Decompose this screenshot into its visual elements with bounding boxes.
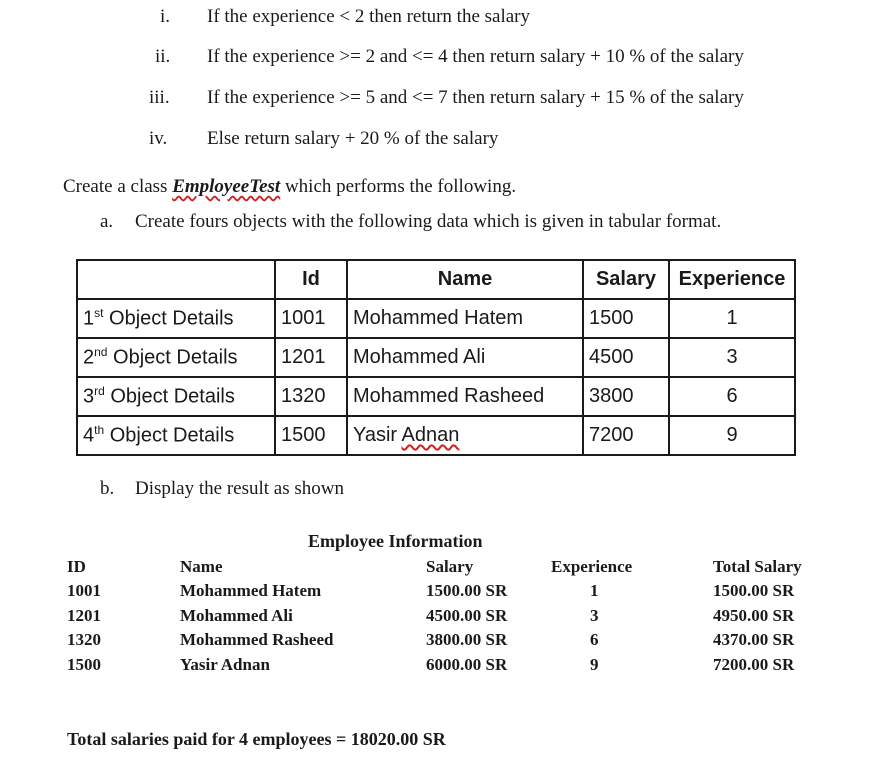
cell-salary: 7200 <box>583 416 669 455</box>
output-total-line: Total salaries paid for 4 employees = 18020.00 SR <box>67 729 446 749</box>
step-b-letter: b. <box>100 478 115 499</box>
output-header-name: Name <box>180 557 223 576</box>
output-name: Mohammed Rasheed <box>180 630 334 649</box>
output-id: 1001 <box>67 581 101 600</box>
row-label: 1st Object Details <box>77 299 275 338</box>
cell-id: 1201 <box>275 338 347 377</box>
cell-name: Mohammed Hatem <box>347 299 583 338</box>
cell-id: 1320 <box>275 377 347 416</box>
class-intro-before: Create a class <box>63 176 173 197</box>
cell-experience: 6 <box>669 377 795 416</box>
output-name: Mohammed Hatem <box>180 581 322 600</box>
output-title: Employee Information <box>308 531 483 551</box>
output-header-salary: Salary <box>426 557 474 576</box>
output-id: 1320 <box>67 630 101 649</box>
output-id: 1500 <box>67 655 101 674</box>
rule-number: iii. <box>149 87 170 108</box>
output-header-id: ID <box>67 557 86 576</box>
output-salary: 1500.00 SR <box>426 581 508 600</box>
rule-number: iv. <box>149 128 168 149</box>
output-total: 4370.00 SR <box>713 630 795 649</box>
step-b-text: Display the result as shown <box>135 478 344 499</box>
output-total: 1500.00 SR <box>713 581 795 600</box>
cell-salary: 4500 <box>583 338 669 377</box>
output-name: Mohammed Ali <box>180 606 293 625</box>
table-row <box>77 299 795 338</box>
output-name: Yasir Adnan <box>180 655 270 674</box>
table-header-cell: Id <box>275 260 347 299</box>
rule-text: If the experience >= 5 and <= 7 then return salary + 15 % of the salary <box>207 87 744 108</box>
output-header-experience: Experience <box>551 557 633 576</box>
cell-experience: 3 <box>669 338 795 377</box>
row-label: 4th Object Details <box>77 416 275 455</box>
step-a-text: Create fours objects with the following data which is given in tabular format. <box>135 211 722 232</box>
table-row <box>77 416 795 455</box>
output-salary: 4500.00 SR <box>426 606 508 625</box>
table-header-cell <box>77 260 275 299</box>
spellcheck-marked-word: Adnan <box>401 424 460 446</box>
class-intro-after: which performs the following. <box>280 176 517 197</box>
output-total: 4950.00 SR <box>713 606 795 625</box>
cell-name: Yasir Adnan <box>347 416 583 455</box>
table-header-row <box>77 260 795 299</box>
cell-experience: 9 <box>669 416 795 455</box>
rule-number: ii. <box>155 46 171 67</box>
rule-text: If the experience < 2 then return the salary <box>207 6 531 27</box>
step-a-letter: a. <box>100 211 114 232</box>
cell-experience: 1 <box>669 299 795 338</box>
output-experience: 3 <box>590 606 599 625</box>
cell-id: 1500 <box>275 416 347 455</box>
cell-salary: 3800 <box>583 377 669 416</box>
output-header-total: Total Salary <box>713 557 802 576</box>
output-experience: 6 <box>590 630 599 649</box>
output-salary: 3800.00 SR <box>426 630 508 649</box>
object-data-table <box>76 259 796 456</box>
output-experience: 9 <box>590 655 599 674</box>
output-salary: 6000.00 SR <box>426 655 508 674</box>
cell-salary: 1500 <box>583 299 669 338</box>
table-row <box>77 377 795 416</box>
class-intro <box>63 176 516 198</box>
rule-number: i. <box>160 6 171 27</box>
rule-text: If the experience >= 2 and <= 4 then return salary + 10 % of the salary <box>207 46 744 67</box>
table-row <box>77 338 795 377</box>
output-id: 1201 <box>67 606 101 625</box>
table-header-cell: Salary <box>583 260 669 299</box>
table-header-cell: Name <box>347 260 583 299</box>
output-total: 7200.00 SR <box>713 655 795 674</box>
cell-name: Mohammed Ali <box>347 338 583 377</box>
cell-name: Mohammed Rasheed <box>347 377 583 416</box>
table-header-cell: Experience <box>669 260 795 299</box>
class-name: EmployeeTest <box>172 176 281 197</box>
row-label: 2nd Object Details <box>77 338 275 377</box>
output-experience: 1 <box>590 581 599 600</box>
row-label: 3rd Object Details <box>77 377 275 416</box>
rule-text: Else return salary + 20 % of the salary <box>207 128 499 149</box>
cell-id: 1001 <box>275 299 347 338</box>
